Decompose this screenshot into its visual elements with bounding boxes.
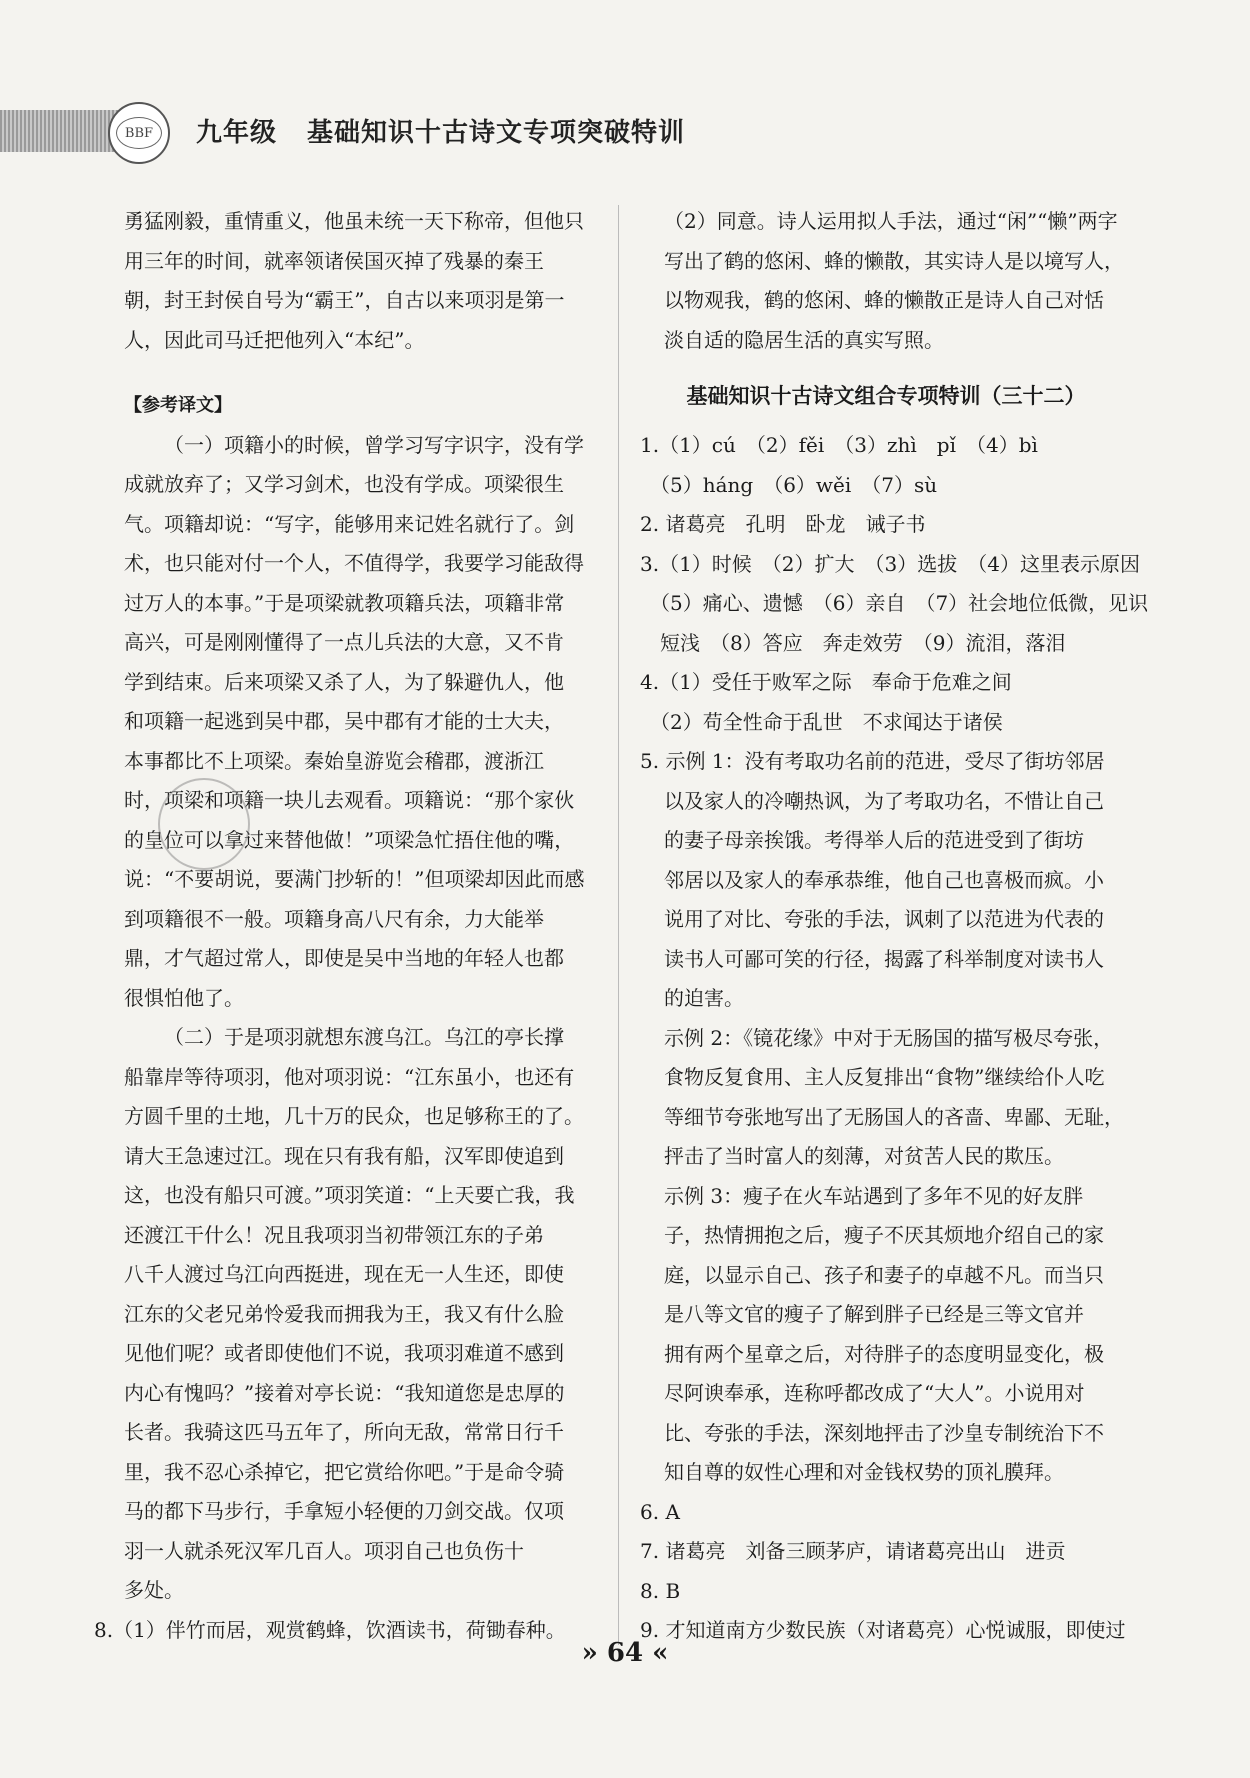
text-line: 这，也没有船只可渡。”项羽笑道：“上天要亡我，我 [124, 1183, 575, 1207]
answer-line: 示例 3：瘦子在火车站遇到了多年不见的好友胖 [664, 1183, 1084, 1208]
text-line: 勇猛刚毅，重情重义，他虽未统一天下称帝，但他只 [124, 209, 584, 233]
text-line: 淡自适的隐居生活的真实写照。 [664, 327, 944, 352]
reference-translation-heading: 【参考译文】 [124, 395, 232, 416]
text-line: 时，项梁和项籍一块儿去观看。项籍说：“那个家伙 [124, 788, 575, 812]
text-line: 长者。我骑这匹马五年了，所向无敌，常常日行千 [124, 1420, 564, 1444]
text-line: 和项籍一起逃到吴中郡，吴中郡有才能的士大夫， [124, 709, 564, 733]
answer-line: 是八等文官的瘦子了解到胖子已经是三等文官并 [664, 1302, 1084, 1326]
answer-item-8: 8.（1）伴竹而居，观赏鹤蜂，饮酒读书，荷锄春种。 [94, 1617, 566, 1642]
answer-line: 短浅 （8）答应 奔走效劳 （9）流泪，落泪 [640, 630, 1066, 655]
answer-line: 的妻子母亲挨饿。考得举人后的范进受到了街坊 [664, 828, 1084, 852]
text-line: 说：“不要胡说，要满门抄斩的！”但项梁却因此而感 [124, 867, 585, 891]
text-line: 见他们呢？或者即使他们不说，我项羽难道不感到 [124, 1341, 564, 1365]
translation-paragraph-2 [124, 1018, 600, 1611]
answer-line: 的迫害。 [664, 986, 744, 1010]
page-header-title [196, 112, 685, 149]
text-line: 气。项籍却说：“写字，能够用来记姓名就行了。剑 [124, 511, 575, 536]
answer-line: 7. 诸葛亮 刘备三顾茅庐，请诸葛亮出山 进贡 [640, 1539, 1066, 1563]
logo-text: BBF [124, 125, 154, 141]
right-column [640, 202, 1149, 1651]
text-line: 人，因此司马迁把他列入“本纪”。 [124, 327, 425, 352]
text-line: 用三年的时间，就率领诸侯国灭掉了残暴的秦王 [124, 248, 544, 273]
translation-paragraph-1 [124, 426, 600, 1019]
answer-line: 8. B [640, 1578, 681, 1603]
answer-line: 4.（1）受任于败军之际 奉命于危难之间 [640, 670, 1012, 694]
text-line: 还渡江干什么！况且我项羽当初带领江东的子弟 [124, 1222, 544, 1247]
answer-line: 9. 才知道南方少数民族（对诸葛亮）心悦诚服，即使过 [640, 1618, 1126, 1642]
grade-label: 九年级 [196, 118, 278, 148]
answer-line: 尽阿谀奉承，连称呼都改成了“大人”。小说用对 [664, 1381, 1085, 1405]
text-line: 写出了鹤的悠闲、蜂的懒散，其实诗人是以境写人， [664, 248, 1124, 273]
text-line: 学到结束。后来项梁又杀了人，为了躲避仇人，他 [124, 669, 564, 694]
text-line: 羽一人就杀死汉军几百人。项羽自己也负伤十 [124, 1538, 524, 1563]
answer-line: 1.（1）cú （2）fěi （3）zhì pǐ （4）bì [640, 433, 1038, 457]
text-line: 成就放弃了；又学习剑术，也没有学成。项梁很生 [124, 472, 564, 496]
answer-line: 以及家人的冷嘲热讽，为了考取功名，不惜让自己 [664, 788, 1104, 813]
answer-line: （2）苟全性命于乱世 不求闻达于诸侯 [640, 709, 1003, 734]
answer-line: 邻居以及家人的奉承恭维，他自己也喜极而疯。小 [664, 867, 1104, 892]
brand-logo [108, 102, 170, 164]
answer-line: 知自尊的奴性心理和对金钱权势的顶礼膜拜。 [664, 1460, 1064, 1484]
text-line: 本事都比不上项梁。秦始皇游览会稽郡，渡浙江 [124, 748, 544, 773]
answer-line: 拥有两个星章之后，对待胖子的态度明显变化，极 [664, 1341, 1104, 1366]
left-column [94, 202, 600, 1650]
text-line: 过万人的本事。”于是项梁就教项籍兵法，项籍非常 [124, 590, 565, 615]
text-line: 朝，封王封侯自号为“霸王”，自古以来项羽是第一 [124, 288, 565, 312]
text-line: 方圆千里的土地，几十万的民众，也足够称王的了。 [124, 1104, 584, 1128]
text-line: 江东的父老兄弟怜爱我而拥我为王，我又有什么脸 [124, 1301, 564, 1326]
stamp-mark [158, 778, 250, 870]
column-divider [618, 205, 619, 1645]
text-line: （2）同意。诗人运用拟人手法，通过“闲”“懒”两字 [664, 209, 1118, 233]
text-line: 术，也只能对付一个人，不值得学，我要学习能敌得 [124, 551, 584, 575]
answer-line: 食物反复食用、主人反复排出“食物”继续给仆人吃 [664, 1065, 1105, 1089]
answer-line: 子，热情拥抱之后，瘦子不厌其烦地介绍自己的家 [664, 1223, 1104, 1247]
text-line: 内心有愧吗？”接着对亭长说：“我知道您是忠厚的 [124, 1380, 565, 1405]
text-line: 马的都下马步行，手拿短小轻便的刀剑交战。仅项 [124, 1499, 564, 1523]
section-title: 基础知识十古诗文组合专项特训（三十二） [686, 384, 1086, 408]
answer-line: 庭，以显示自己、孩子和妻子的卓越不凡。而当只 [664, 1262, 1104, 1287]
page-number: » 64 « [581, 1638, 669, 1668]
answer-line: 抨击了当时富人的刻薄，对贫苦人民的欺压。 [664, 1144, 1064, 1168]
text-line: 鼎，才气超过常人，即使是吴中当地的年轻人也都 [124, 946, 564, 970]
text-line: 以物观我，鹤的悠闲、蜂的懒散正是诗人自己对恬 [664, 288, 1104, 312]
text-line: 多处。 [124, 1578, 184, 1602]
text-line: 船靠岸等待项羽，他对项羽说：“江东虽小，也还有 [124, 1064, 575, 1089]
answer-line: 说用了对比、夸张的手法，讽刺了以范进为代表的 [664, 907, 1104, 931]
text-line: 里，我不忍心杀掉它，把它赏给你吧。”于是命令骑 [124, 1459, 565, 1484]
text-line: 很惧怕他了。 [124, 985, 244, 1010]
answer-line: 6. A [640, 1499, 680, 1524]
book-title: 基础知识十古诗文专项突破特训 [307, 118, 686, 148]
answer-line: （5）痛心、遗憾 （6）亲自 （7）社会地位低微，见识 [640, 591, 1149, 615]
text-line: （一）项籍小的时候，曾学习写字识字，没有学 [164, 432, 584, 457]
answer-line: 比、夸张的手法，深刻地抨击了沙皇专制统治下不 [664, 1420, 1104, 1445]
continued-answer [640, 202, 1132, 360]
text-line: 请大王急速过江。现在只有我有船，汉军即使追到 [124, 1143, 564, 1168]
answer-line: 示例 2：《镜花缘》中对于无肠国的描写极尽夸张， [664, 1025, 1114, 1050]
text-line: 的皇位可以拿过来替他做！”项梁急忙捂住他的嘴， [124, 827, 575, 852]
text-line: 到项籍很不一般。项籍身高八尺有余，力大能举 [124, 906, 544, 931]
answer-line: 等细节夸张地写出了无肠国人的吝啬、卑鄙、无耻， [664, 1104, 1124, 1129]
answer-line: （5）háng （6）wěi （7）sù [640, 472, 938, 497]
text-line: （二）于是项羽就想东渡乌江。乌江的亭长撑 [164, 1025, 564, 1049]
intro-paragraph [124, 202, 600, 360]
answer-line: 2. 诸葛亮 孔明 卧龙 诫子书 [640, 512, 926, 536]
answer-line: 读书人可鄙可笑的行径，揭露了科举制度对读书人 [664, 946, 1104, 971]
answer-list [640, 426, 1149, 1651]
answer-line: 3.（1）时候 （2）扩大 （3）选拔 （4）这里表示原因 [640, 551, 1140, 576]
text-line: 高兴，可是刚刚懂得了一点儿兵法的大意，又不肯 [124, 630, 564, 654]
answer-line: 5. 示例 1：没有考取功名前的范进，受尽了街坊邻居 [640, 749, 1105, 773]
text-line: 八千人渡过乌江向西挺进，现在无一人生还，即使 [124, 1262, 564, 1286]
